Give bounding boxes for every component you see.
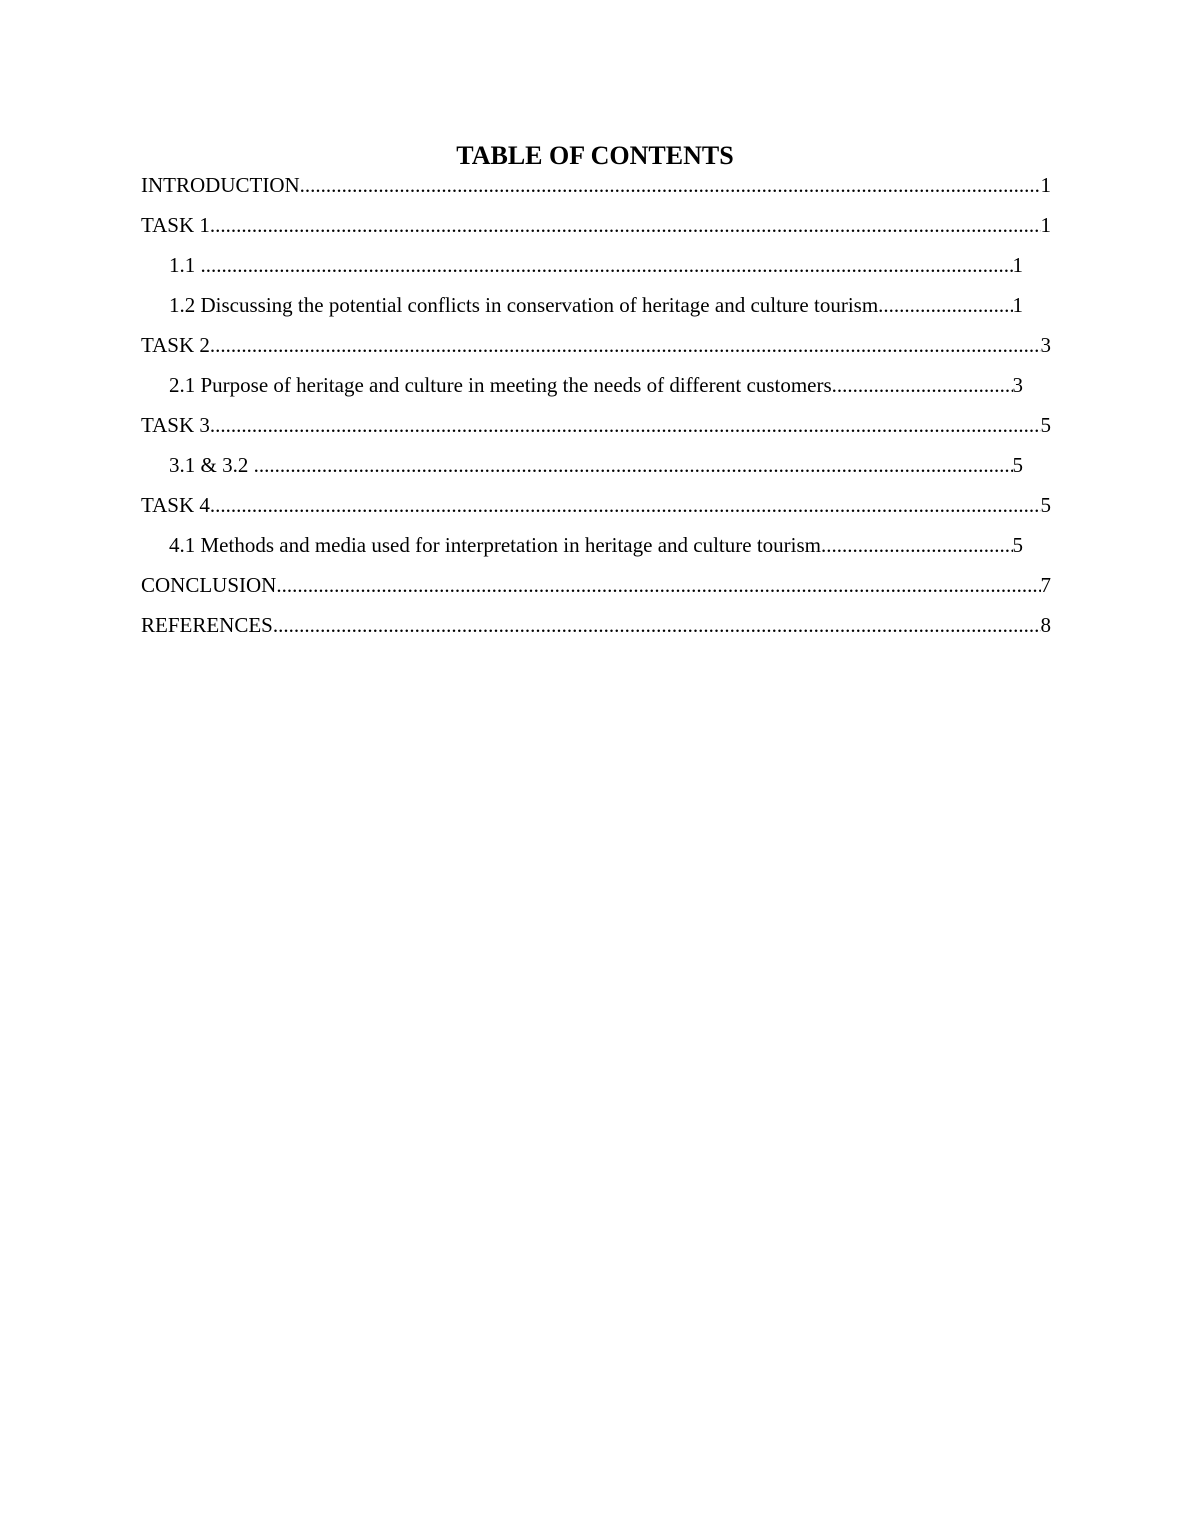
toc-entry-2-1[interactable] (169, 370, 1023, 400)
toc-page-number: 5 (1040, 493, 1051, 517)
toc-page-number: 3 (1012, 373, 1023, 397)
toc-page-number: 1 (1012, 293, 1023, 317)
toc-entry-conclusion[interactable] (141, 570, 1051, 600)
toc-dot-leader (832, 370, 1013, 400)
toc-entry-text: TASK 2 (141, 333, 210, 357)
toc-dot-leader (210, 210, 1041, 240)
toc-page-number: 1 (1040, 213, 1051, 237)
toc-entry-text: REFERENCES (141, 613, 273, 637)
toc-page-number: 7 (1040, 573, 1051, 597)
toc-page-number: 3 (1040, 333, 1051, 357)
toc-entry-text: INTRODUCTION (141, 173, 300, 197)
toc-page-number: 5 (1012, 453, 1023, 477)
toc-entry-text: CONCLUSION (141, 573, 277, 597)
toc-page-number: 5 (1012, 533, 1023, 557)
toc-dot-leader (821, 530, 1013, 560)
toc-page-number: 8 (1040, 613, 1051, 637)
toc-entry-references[interactable] (141, 610, 1051, 640)
toc-entry-text: 2.1 Purpose of heritage and culture in meeting the needs of different customers (169, 373, 832, 397)
toc-entry-text: 4.1 Methods and media used for interpretation in heritage and culture tourism (169, 533, 821, 557)
toc-entry-1-1[interactable] (169, 250, 1023, 280)
toc-entry-text: TASK 1 (141, 213, 210, 237)
toc-entry-text: 1.1 (169, 253, 201, 277)
toc-dot-leader (210, 410, 1041, 440)
page-title: TABLE OF CONTENTS (456, 141, 734, 170)
toc-entry-text: 1.2 Discussing the potential conflicts in conservation of heritage and culture tourism (169, 293, 879, 317)
toc-entry-3-1-3-2[interactable] (169, 450, 1023, 480)
toc-dot-leader (878, 290, 1012, 320)
toc-entry-task-1[interactable] (141, 210, 1051, 240)
toc-entry-task-4[interactable] (141, 490, 1051, 520)
toc-dot-leader (201, 250, 1013, 280)
toc-entry-1-2[interactable] (169, 290, 1023, 320)
toc-page-number: 1 (1012, 253, 1023, 277)
toc-dot-leader (210, 330, 1041, 360)
toc-dot-leader (254, 450, 1013, 480)
toc-dot-leader (273, 610, 1041, 640)
toc-entry-introduction[interactable] (141, 170, 1051, 200)
toc-entry-text: TASK 4 (141, 493, 210, 517)
toc-entry-task-2[interactable] (141, 330, 1051, 360)
toc-entry-text: 3.1 & 3.2 (169, 453, 254, 477)
toc-page-number: 1 (1040, 173, 1051, 197)
toc-entry-task-3[interactable] (141, 410, 1051, 440)
toc-dot-leader (276, 570, 1040, 600)
toc-entry-4-1[interactable] (169, 530, 1023, 560)
toc-dot-leader (300, 170, 1041, 200)
toc-entry-text: TASK 3 (141, 413, 210, 437)
toc-dot-leader (210, 490, 1041, 520)
toc-page-number: 5 (1040, 413, 1051, 437)
